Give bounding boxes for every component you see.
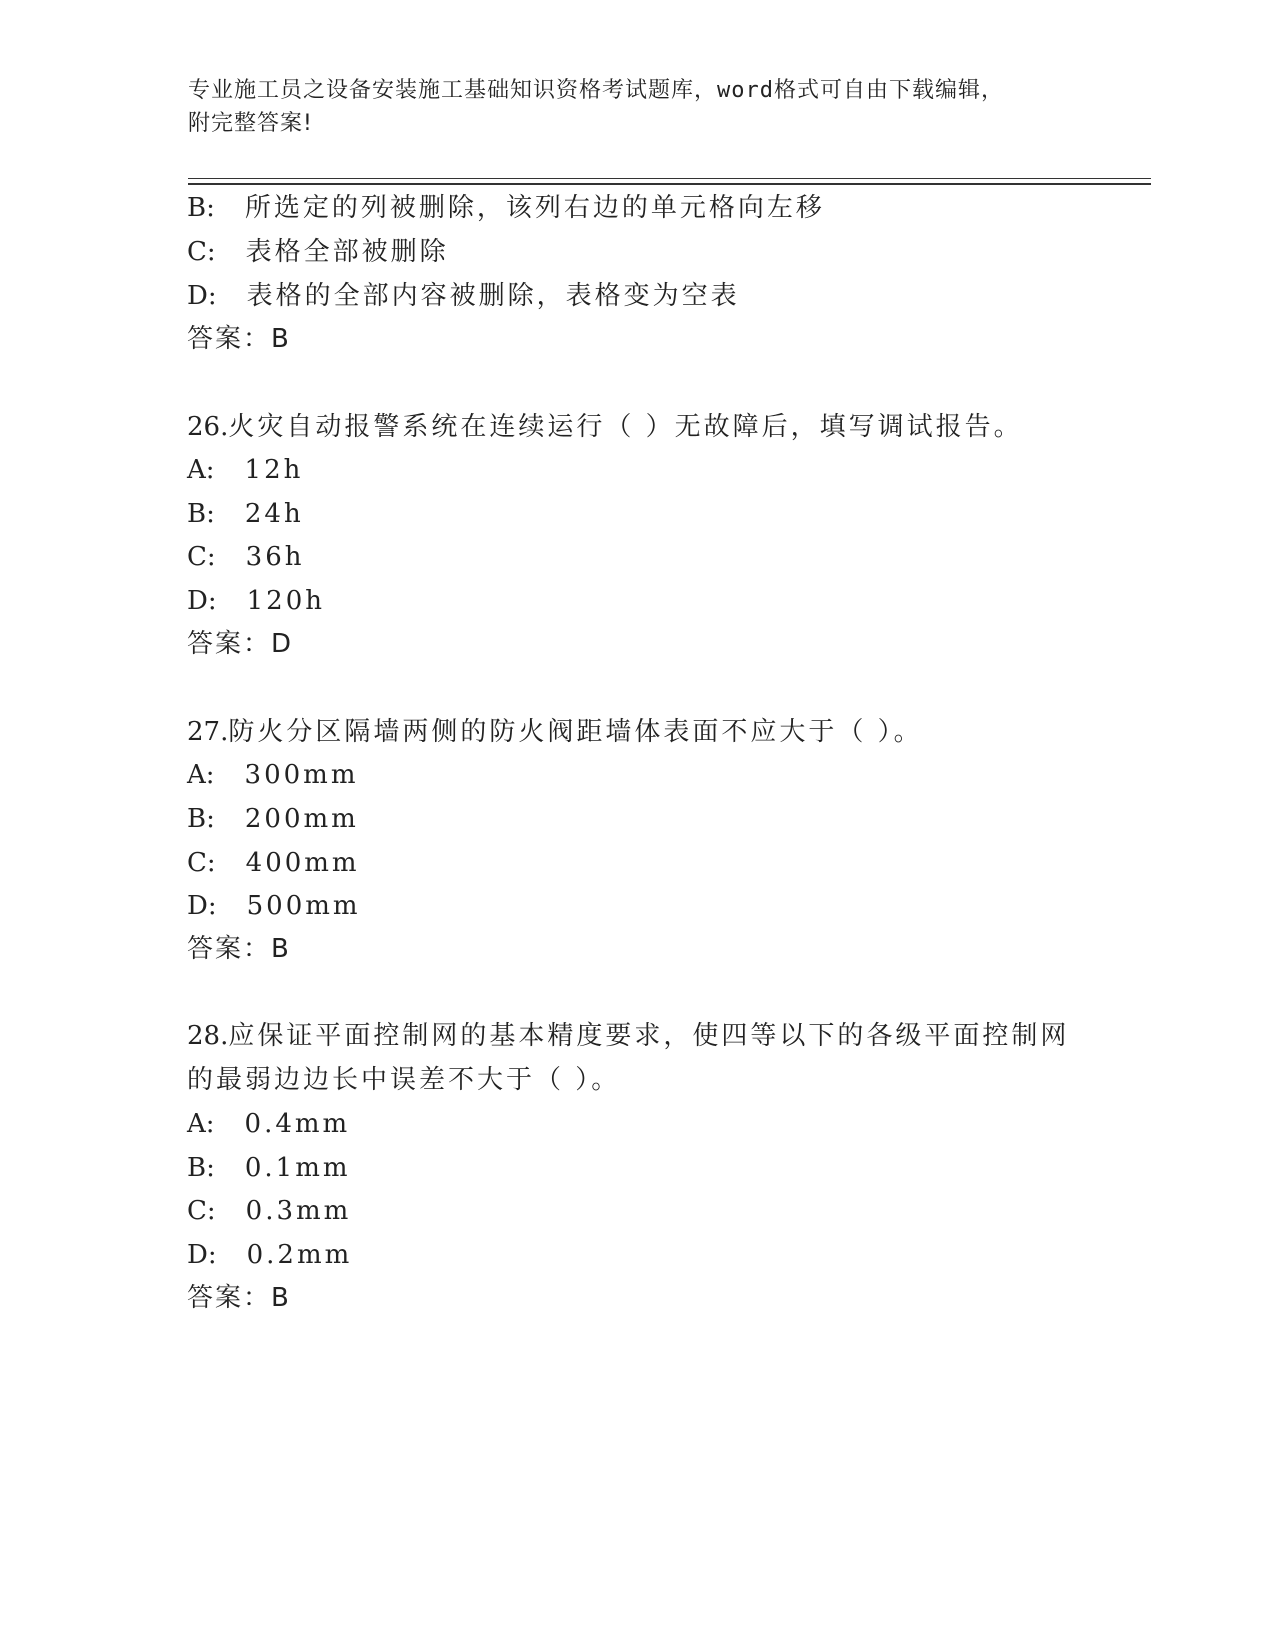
option-text: 0.4mm — [244, 1109, 351, 1139]
option-letter: B: — [187, 804, 215, 834]
question-28-answer — [187, 1281, 291, 1315]
option-text: 400mm — [245, 848, 360, 878]
option-letter: B: — [187, 499, 215, 529]
question-27-option-a — [187, 758, 358, 792]
option-letter: C: — [187, 1196, 216, 1226]
option-text: 表格的全部内容被删除，表格变为空表 — [246, 281, 740, 311]
question-27-option-c — [187, 846, 360, 880]
option-text: 500mm — [246, 891, 361, 921]
option-letter: B: — [187, 1153, 215, 1183]
question-text: 应保证平面控制网的基本精度要求，使四等以下的各级平面控制网 — [228, 1021, 1070, 1051]
answer-label: 答案： — [187, 629, 272, 659]
question-26-option-c — [187, 540, 305, 574]
option-letter: D: — [187, 891, 217, 921]
question-26-option-b — [187, 497, 304, 531]
header-line-1-pre: 专业施工员之设备安装施工基础知识资格考试题库， — [188, 78, 718, 103]
option-letter: D: — [187, 586, 217, 616]
option-text: 表格全部被删除 — [245, 237, 449, 267]
option-letter: C: — [187, 542, 216, 572]
question-28-stem-line-2 — [187, 1063, 620, 1097]
carryover-answer — [187, 322, 291, 356]
header-word-label: word — [717, 78, 774, 103]
question-28-option-c — [187, 1194, 351, 1228]
answer-label: 答案： — [187, 934, 272, 964]
option-letter: C: — [187, 848, 216, 878]
header-line-1 — [188, 74, 1088, 107]
question-text: 防火分区隔墙两侧的防火阀距墙体表面不应大于（ ）。 — [228, 717, 923, 747]
option-text: 120h — [246, 586, 325, 616]
question-27-stem — [187, 715, 923, 749]
carryover-option-d — [187, 279, 740, 313]
option-text: 0.3mm — [245, 1196, 352, 1226]
header-divider-thin — [188, 178, 1151, 179]
option-letter: A: — [187, 1109, 215, 1139]
option-text: 12h — [244, 455, 304, 485]
question-26-answer — [187, 627, 293, 661]
question-27-answer — [187, 932, 291, 966]
carryover-option-b — [187, 191, 825, 225]
question-28-option-a — [187, 1107, 350, 1141]
answer-label: 答案： — [187, 324, 272, 354]
option-letter: C: — [187, 237, 216, 267]
option-letter: A: — [187, 455, 215, 485]
carryover-option-c — [187, 235, 449, 269]
answer-value: B — [271, 324, 291, 354]
question-28-option-b — [187, 1151, 351, 1185]
option-text: 所选定的列被删除，该列右边的单元格向左移 — [244, 193, 825, 223]
question-28-stem-line-1 — [187, 1019, 1069, 1053]
option-letter: D: — [187, 281, 217, 311]
question-27-option-b — [187, 802, 359, 836]
question-28-option-d — [187, 1238, 352, 1272]
question-26-stem — [187, 410, 1023, 444]
question-text: 的最弱边边长中误差不大于（ ）。 — [187, 1065, 621, 1095]
option-text: 200mm — [244, 804, 359, 834]
answer-value: B — [271, 934, 291, 964]
option-text: 300mm — [244, 760, 359, 790]
question-text: 火灾自动报警系统在连续运行（ ）无故障后，填写调试报告。 — [228, 412, 1023, 442]
option-text: 0.2mm — [246, 1240, 353, 1270]
option-letter: A: — [187, 760, 215, 790]
option-text: 36h — [245, 542, 305, 572]
header-line-1-post: 格式可自由下载编辑， — [774, 78, 1005, 103]
question-number: 28. — [187, 1021, 229, 1051]
answer-label: 答案： — [187, 1283, 272, 1313]
question-26-option-d — [187, 584, 325, 618]
option-text: 24h — [244, 499, 304, 529]
question-27-option-d — [187, 889, 361, 923]
question-number: 27. — [187, 717, 229, 747]
document-header — [188, 74, 1088, 140]
header-line-2: 附完整答案! — [188, 111, 313, 136]
question-number: 26. — [187, 412, 229, 442]
header-divider-thick — [188, 183, 1151, 185]
option-letter: B: — [187, 193, 215, 223]
answer-value: B — [271, 1283, 291, 1313]
answer-value: D — [271, 629, 294, 659]
option-letter: D: — [187, 1240, 217, 1270]
option-text: 0.1mm — [244, 1153, 351, 1183]
question-26-option-a — [187, 453, 303, 487]
